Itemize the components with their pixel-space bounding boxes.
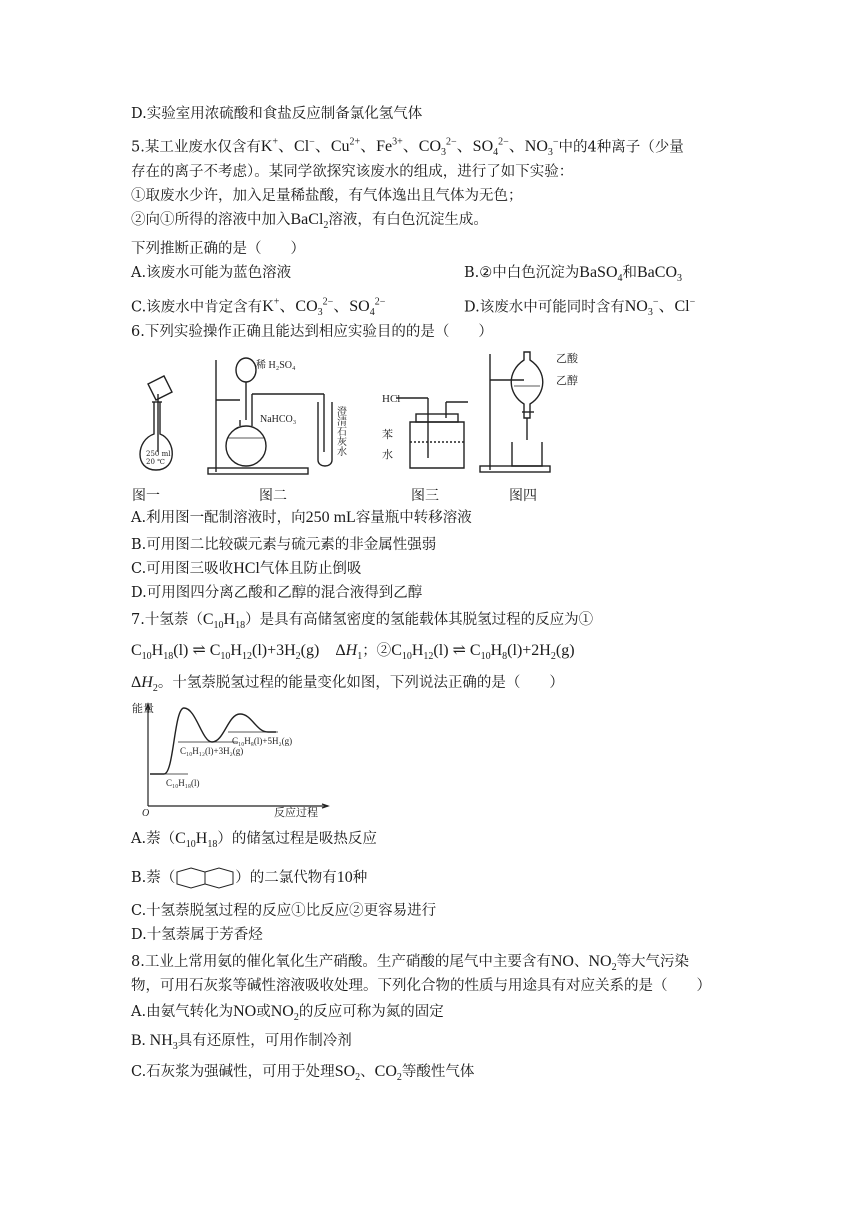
q8-stem-line2: 物，可用石灰浆等碱性溶液吸收处理。下列化合物的性质与用途具有对应关系的是（ ） bbox=[131, 978, 711, 994]
svg-text:20 ℃: 20 ℃ bbox=[146, 458, 165, 466]
chart-y-label: 能量 bbox=[132, 703, 154, 715]
label-ethanol: 乙醇 bbox=[556, 375, 578, 387]
q5-step2: ②向①所得的溶液中加入BaCl$_2$溶液，有白色沉淀生成。 bbox=[131, 211, 488, 232]
q6-option-a: A.利用图一配制溶液时，向250 mL容量瓶中转移溶液 bbox=[131, 509, 472, 526]
q7-option-c: C.十氢萘脱氢过程的反应①比反应②更容易进行 bbox=[131, 903, 437, 919]
q7-option-d: D.十氢萘属于芳香烃 bbox=[131, 927, 263, 943]
svg-text:250 ml: 250 ml bbox=[146, 450, 171, 458]
q5-step1: ①取废水少许，加入足量稀盐酸，有气体逸出且气体为无色； bbox=[131, 188, 523, 204]
label-hcl: HCl bbox=[382, 393, 401, 405]
energy-profile-chart bbox=[128, 698, 358, 826]
level-tetralin: C₁₀H₁₂(l)+3H₂(g) bbox=[180, 746, 244, 756]
gas-absorption-figure bbox=[396, 398, 468, 468]
q8-option-a: A.由氨气转化为NO或$NO_2$的反应可称为氮的固定 bbox=[131, 1003, 444, 1024]
q5-option-c: C.该废水中肯定含有K+、$CO_3^{2-}$、$SO_4^{2-}$ bbox=[131, 297, 386, 319]
q5-question: 下列推断正确的是（ ） bbox=[131, 241, 305, 257]
q7-option-b: B.萘（ ）的二氯代物有10种 bbox=[131, 866, 367, 890]
q7-equations: $C_{10}H_{18}(l)$ ⇌ $C_{10}H_{12}(l)+3H_2(g)$ $\Delta H_1$；$②C_{10}H_{12}(l)$ ⇌ $C_{10}H_8(l)+2H_2(g)$ bbox=[131, 642, 575, 663]
label-dilute-h2so4: 稀 H₂SO₄ bbox=[256, 360, 296, 371]
q5-option-d: D.该废水中可能同时含有$NO_3^-$、Cl− bbox=[464, 297, 696, 319]
chart-x-label: 反应过程 bbox=[274, 807, 318, 819]
volumetric-flask-figure bbox=[140, 376, 172, 470]
figure-2-caption: 图二 bbox=[259, 488, 287, 504]
q8-option-b: B. $NH_3$具有还原性，可用作制冷剂 bbox=[131, 1032, 352, 1053]
q7-option-a: A.萘$(C_{10}H_{18})$的储氢过程是吸热反应 bbox=[131, 830, 377, 851]
q6-apparatus-figures bbox=[128, 342, 608, 480]
q7-stem: 7.十氢萘$(C_{10}H_{18})$是具有高储氢密度的氢能载体其脱氢过程的反应为① bbox=[131, 611, 594, 632]
q6-option-b: B.可用图二比较碳元素与硫元素的非金属性强弱 bbox=[131, 537, 437, 553]
q6-stem: 6.下列实验操作正确且能达到相应实验目的的是（ ） bbox=[131, 324, 493, 340]
label-nahco3: NaHCO₃ bbox=[260, 414, 297, 425]
naphthalene-structure-icon bbox=[175, 866, 235, 890]
q5-stem-line2: 存在的离子不考虑）。某同学欲探究该废水的组成，进行了如下实验： bbox=[131, 164, 574, 180]
q6-option-d: D.可用图四分离乙酸和乙醇的混合液得到乙醇 bbox=[131, 585, 423, 601]
figure-3-caption: 图三 bbox=[411, 488, 439, 504]
level-naphthalene: C₁₀H₈(l)+5H₂(g) bbox=[232, 736, 293, 746]
figure-1-caption: 图一 bbox=[132, 488, 160, 504]
label-benzene: 苯 bbox=[382, 429, 393, 441]
q5-option-a: A.该废水可能为蓝色溶液 bbox=[131, 265, 292, 281]
q5-stem: 5.某工业废水仅含有K+、Cl−、$Cu^{2+}$、$Fe^{3+}$、$CO_3^{2-}$、$SO_4^{2-}$、$NO_3^-$中的4种离子（少量 bbox=[131, 137, 684, 159]
chart-origin: O bbox=[142, 808, 150, 819]
q8-stem: 8.工业上常用氨的催化氧化生产硝酸。生产硝酸的尾气中主要含有NO、$NO_2$等大气污染 bbox=[131, 953, 690, 974]
label-limewater: 澄清石灰水 bbox=[334, 406, 346, 456]
q6-option-c: C.可用图三吸收HCl气体且防止倒吸 bbox=[131, 560, 362, 577]
label-acetic-acid: 乙酸 bbox=[556, 353, 578, 365]
level-decalin: C₁₀H₁₈(l) bbox=[166, 778, 200, 788]
q5-option-b: B.②中白色沉淀为BaSO$_4$和BaCO$_3$ bbox=[464, 264, 682, 285]
q4-option-d: D.实验室用浓硫酸和食盐反应制备氯化氢气体 bbox=[131, 106, 423, 122]
separatory-funnel-figure bbox=[480, 352, 550, 472]
figure-4-caption: 图四 bbox=[509, 488, 537, 504]
label-water: 水 bbox=[382, 449, 393, 461]
q8-option-c: C.石灰浆为强碱性，可用于处理$SO_2$、$CO_2$等酸性气体 bbox=[131, 1063, 475, 1084]
q7-stem-line3: $\Delta H_2$。十氢萘脱氢过程的能量变化如图，下列说法正确的是（ ） bbox=[131, 674, 564, 695]
